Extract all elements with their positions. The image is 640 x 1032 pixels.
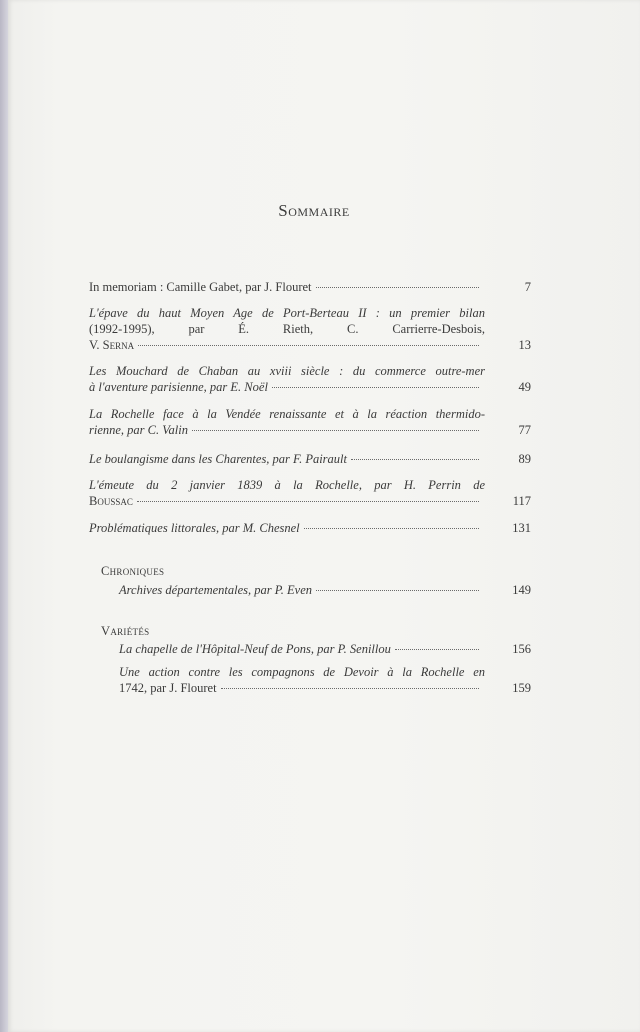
toc-page-number: 7 xyxy=(524,280,531,294)
toc-entry-text: rienne, par C. Valin xyxy=(89,423,188,437)
toc-entry-line xyxy=(89,337,485,353)
toc-entry-line xyxy=(119,582,485,598)
toc-entry xyxy=(119,582,531,598)
dot-leader xyxy=(316,590,479,591)
toc-entry xyxy=(89,451,531,467)
book-page xyxy=(8,0,640,1032)
toc-entry-line: Les Mouchard de Chaban au xviii siècle : du commerce outre-mer xyxy=(89,364,485,378)
toc-entry xyxy=(119,664,531,696)
toc-entry-text: Archives départementales, par P. Even xyxy=(119,583,313,597)
toc-entry xyxy=(89,305,531,353)
toc-entry-line xyxy=(89,451,485,467)
toc-page-number: 149 xyxy=(512,583,531,597)
toc-entry-line xyxy=(89,279,485,295)
dot-leader xyxy=(395,649,479,650)
toc-entry-line: (1992-1995), par É. Rieth, C. Carrierre-Desbois, xyxy=(89,322,485,336)
page-title: Sommaire xyxy=(278,201,350,220)
dot-leader xyxy=(304,528,479,529)
toc-entry xyxy=(89,279,531,295)
toc-entry-line: L'épave du haut Moyen Age de Port-Berteau II : un premier bilan xyxy=(89,306,485,320)
toc-entry-line: Une action contre les compagnons de Devoir à la Rochelle en xyxy=(119,665,485,679)
toc-entry-line xyxy=(119,641,485,657)
toc-page-number: 131 xyxy=(512,521,531,535)
toc-entry xyxy=(89,477,531,509)
section-heading: Chroniques xyxy=(101,564,165,578)
toc-entry-text: V. Serna xyxy=(89,338,135,352)
dot-leader xyxy=(192,430,479,431)
toc-entry-text: Problématiques littorales, par M. Chesnel xyxy=(89,521,300,535)
toc-page-number: 156 xyxy=(512,642,531,656)
toc-page-number: 49 xyxy=(518,380,531,394)
toc-page-number: 159 xyxy=(512,681,531,695)
toc-entry-line: La Rochelle face à la Vendée renaissante et à la réaction thermido- xyxy=(89,407,485,421)
toc-entry-line xyxy=(89,379,485,395)
dot-leader xyxy=(351,459,479,460)
toc-entry xyxy=(119,641,531,657)
section-heading: Variétés xyxy=(101,624,150,638)
toc-entry-text: à l'aventure parisienne, par E. Noël xyxy=(89,380,268,394)
toc-entry-text: In memoriam : Camille Gabet, par J. Flouret xyxy=(89,280,312,294)
toc-entry-line xyxy=(89,520,485,536)
toc-entry-text: La chapelle de l'Hôpital-Neuf de Pons, par P. Senillou xyxy=(119,642,391,656)
toc-entry xyxy=(89,363,531,395)
toc-page-number: 13 xyxy=(518,338,531,352)
dot-leader xyxy=(272,387,479,388)
toc-entry-text: Boussac xyxy=(89,494,133,508)
book-spine-edge xyxy=(0,0,8,1032)
toc-entry xyxy=(89,406,531,438)
dot-leader xyxy=(138,345,479,346)
toc-entry xyxy=(89,520,531,536)
toc-entry-line xyxy=(89,422,485,438)
toc-page-number: 89 xyxy=(518,452,531,466)
dot-leader xyxy=(316,287,479,288)
dot-leader xyxy=(221,688,479,689)
toc-page-number: 117 xyxy=(512,494,531,508)
toc-page-number: 77 xyxy=(518,423,531,437)
toc-entry-line: L'émeute du 2 janvier 1839 à la Rochelle, par H. Perrin de xyxy=(89,478,485,492)
toc-entry-text: 1742, par J. Flouret xyxy=(119,681,217,695)
toc-entry-line xyxy=(119,680,485,696)
dot-leader xyxy=(137,501,479,502)
toc-entry-text: Le boulangisme dans les Charentes, par F. Pairault xyxy=(89,452,347,466)
toc-entry-line xyxy=(89,493,485,509)
